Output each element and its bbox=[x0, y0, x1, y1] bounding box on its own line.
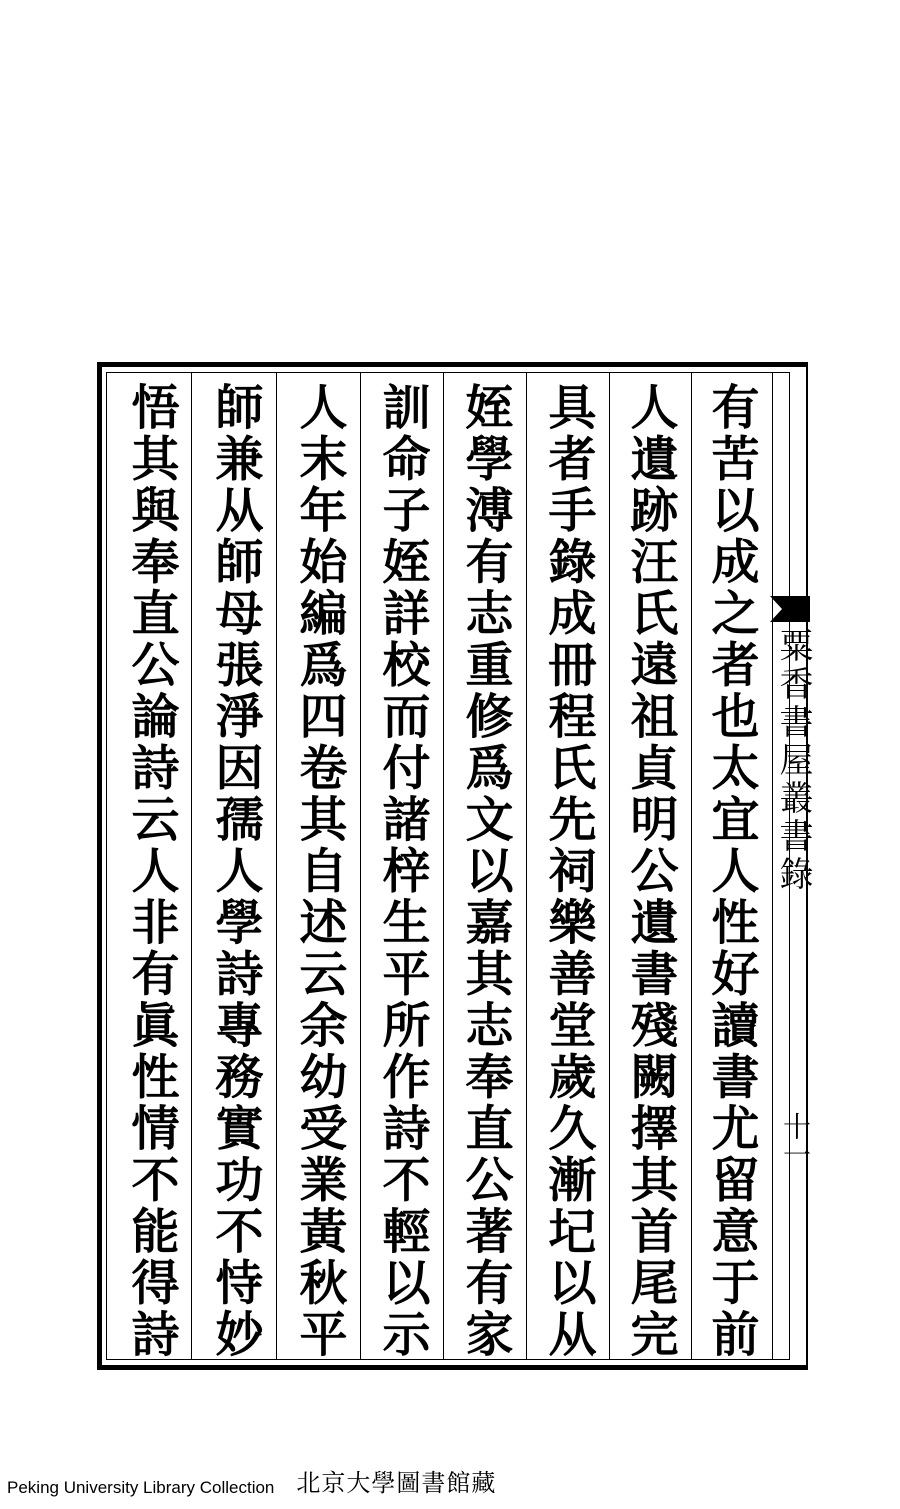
text-column-2: 人遺跡汪氏遠祖貞明公遺書殘闕擇其首尾完 bbox=[622, 382, 678, 1361]
column-rule bbox=[276, 373, 277, 1359]
fold-page-number: 十一 bbox=[779, 1112, 812, 1168]
text-column-6: 人末年始編爲四卷其自述云余幼受業黃秋平 bbox=[291, 382, 347, 1361]
text-column-4: 姪學溥有志重修爲文以嘉其志奉直公著有家 bbox=[457, 382, 513, 1361]
collection-label-zh: 北京大學圖書館藏 bbox=[296, 1469, 497, 1497]
column-rule bbox=[191, 373, 192, 1359]
text-column-5: 訓命子姪詳校而付諸梓生平所作詩不輕以示 bbox=[374, 382, 430, 1361]
column-rule bbox=[443, 373, 444, 1359]
column-rule bbox=[526, 373, 527, 1359]
column-rule bbox=[691, 373, 692, 1359]
text-column-3: 具者手錄成冊程氏先祠樂善堂歲久漸圮以从 bbox=[540, 382, 596, 1361]
column-rule bbox=[609, 373, 610, 1359]
column-rule bbox=[360, 373, 361, 1359]
text-column-7: 師兼从師母張淨因孺人學詩專務實功不恃妙 bbox=[207, 382, 263, 1361]
fold-title: 粟香書屋叢書錄 bbox=[773, 628, 813, 894]
text-column-1: 有苦以成之者也太宜人性好讀書尤留意于前 bbox=[703, 382, 759, 1361]
collection-label-en: Peking University Library Collection bbox=[7, 1478, 275, 1497]
collection-footer bbox=[7, 1464, 496, 1498]
text-column-8: 悟其與奉直公論詩云人非有眞性情不能得詩 bbox=[123, 382, 179, 1361]
